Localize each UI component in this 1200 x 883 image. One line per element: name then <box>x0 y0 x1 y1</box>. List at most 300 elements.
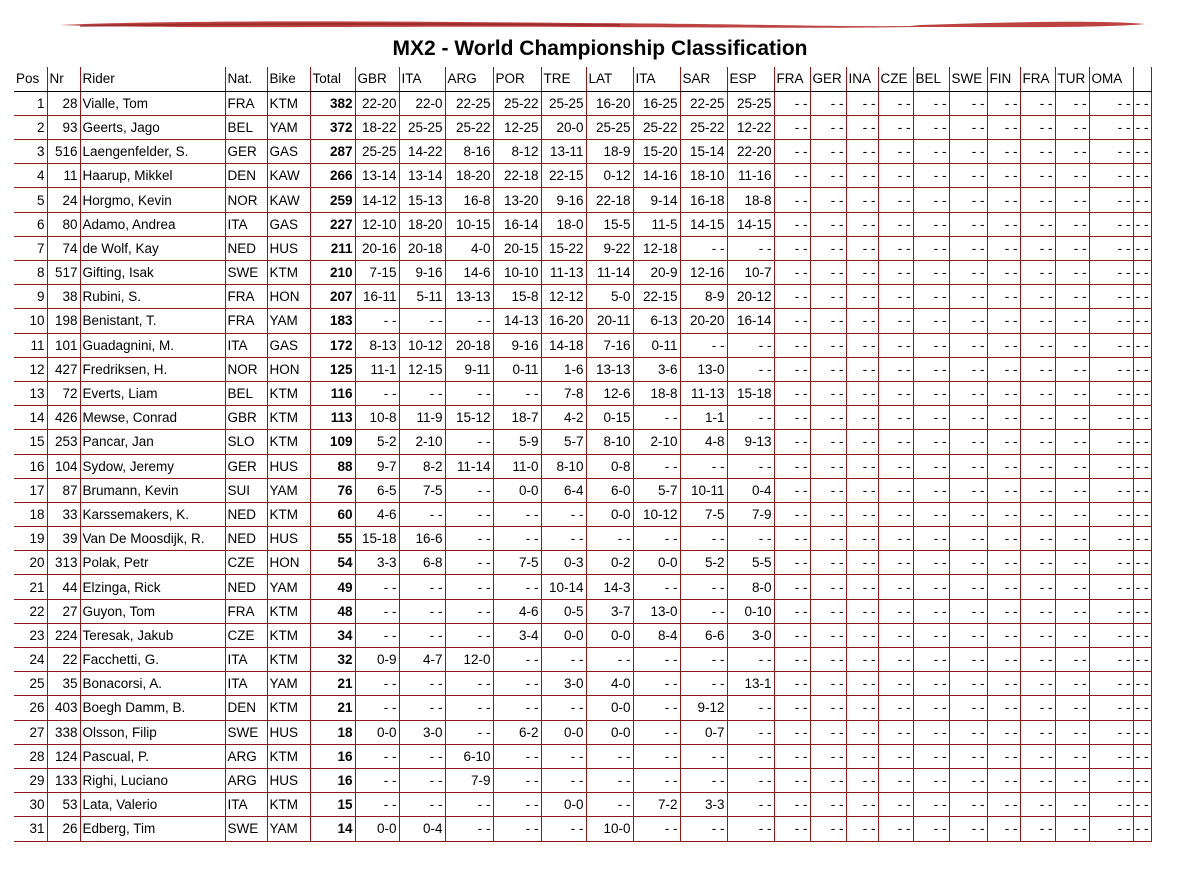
round-score-cell: - - <box>1020 309 1055 333</box>
round-score-cell: - - <box>949 551 987 575</box>
round-score-cell: - - <box>1020 188 1055 212</box>
round-score-cell: - - <box>987 623 1020 647</box>
round-score-cell: - - <box>987 115 1020 139</box>
round-score-cell: 12-10 <box>355 212 399 236</box>
number-cell: 224 <box>47 623 80 647</box>
round-score-cell: 7-5 <box>493 551 541 575</box>
round-score-cell: - - <box>727 357 774 381</box>
table-row <box>14 140 1151 164</box>
round-score-cell: - - <box>774 91 810 115</box>
round-score-cell: - - <box>1089 140 1133 164</box>
rider-name-cell: Vialle, Tom <box>80 91 225 115</box>
position-cell: 18 <box>14 502 47 526</box>
round-score-cell: - - <box>846 188 878 212</box>
column-header-extra <box>1133 67 1151 91</box>
rider-name-cell: Sydow, Jeremy <box>80 454 225 478</box>
round-score-cell: - - <box>1055 188 1089 212</box>
number-cell: 27 <box>47 599 80 623</box>
nationality-cell: CZE <box>225 551 267 575</box>
round-score-cell: - - <box>846 672 878 696</box>
extra-score-cell: - - <box>1133 333 1151 357</box>
round-score-cell: - - <box>727 817 774 841</box>
round-score-cell: - - <box>727 720 774 744</box>
round-score-cell: - - <box>949 527 987 551</box>
round-score-cell: 20-0 <box>541 115 586 139</box>
round-score-cell: 6-10 <box>445 744 493 768</box>
bike-cell: YAM <box>267 115 310 139</box>
round-score-cell: - - <box>878 551 913 575</box>
total-points-cell: 113 <box>310 406 355 430</box>
round-score-cell: - - <box>987 236 1020 260</box>
total-points-cell: 48 <box>310 599 355 623</box>
round-score-cell: - - <box>399 599 445 623</box>
total-points-cell: 55 <box>310 527 355 551</box>
round-score-cell: - - <box>949 768 987 792</box>
round-score-cell: - - <box>1055 212 1089 236</box>
rider-name-cell: de Wolf, Kay <box>80 236 225 260</box>
round-score-cell: 0-9 <box>355 648 399 672</box>
round-score-cell: - - <box>1055 623 1089 647</box>
round-score-cell: - - <box>493 575 541 599</box>
extra-score-cell: - - <box>1133 551 1151 575</box>
round-score-cell: - - <box>846 285 878 309</box>
round-score-cell: - - <box>846 333 878 357</box>
round-score-cell: - - <box>913 502 949 526</box>
round-score-cell: - - <box>586 793 633 817</box>
round-score-cell: 6-0 <box>586 478 633 502</box>
bike-cell: KTM <box>267 261 310 285</box>
round-score-cell: 11-9 <box>399 406 445 430</box>
round-score-cell: - - <box>810 381 846 405</box>
round-score-cell: 18-20 <box>399 212 445 236</box>
round-score-cell: - - <box>541 502 586 526</box>
round-score-cell: - - <box>810 744 846 768</box>
column-header-round: TRE <box>541 67 586 91</box>
number-cell: 427 <box>47 357 80 381</box>
round-score-cell: - - <box>774 188 810 212</box>
round-score-cell: - - <box>913 720 949 744</box>
round-score-cell: - - <box>810 430 846 454</box>
round-score-cell: - - <box>949 672 987 696</box>
total-points-cell: 259 <box>310 188 355 212</box>
column-header-round: ARG <box>445 67 493 91</box>
round-score-cell: - - <box>1055 454 1089 478</box>
position-cell: 17 <box>14 478 47 502</box>
extra-score-cell: - - <box>1133 285 1151 309</box>
column-header-round: ITA <box>399 67 445 91</box>
round-score-cell: - - <box>355 768 399 792</box>
round-score-cell: - - <box>846 575 878 599</box>
extra-score-cell: - - <box>1133 599 1151 623</box>
round-score-cell: - - <box>878 115 913 139</box>
round-score-cell: - - <box>680 236 727 260</box>
round-score-cell: - - <box>846 140 878 164</box>
position-cell: 19 <box>14 527 47 551</box>
number-cell: 80 <box>47 212 80 236</box>
round-score-cell: - - <box>987 720 1020 744</box>
round-score-cell: - - <box>810 188 846 212</box>
position-cell: 26 <box>14 696 47 720</box>
bike-cell: GAS <box>267 212 310 236</box>
round-score-cell: 10-11 <box>680 478 727 502</box>
round-score-cell: - - <box>987 768 1020 792</box>
round-score-cell: - - <box>445 551 493 575</box>
number-cell: 44 <box>47 575 80 599</box>
total-points-cell: 183 <box>310 309 355 333</box>
rider-name-cell: Pancar, Jan <box>80 430 225 454</box>
round-score-cell: 10-15 <box>445 212 493 236</box>
round-score-cell: - - <box>878 261 913 285</box>
round-score-cell: - - <box>846 357 878 381</box>
round-score-cell: - - <box>810 648 846 672</box>
round-score-cell: - - <box>727 696 774 720</box>
round-score-cell: - - <box>913 309 949 333</box>
round-score-cell: - - <box>1089 91 1133 115</box>
nationality-cell: FRA <box>225 599 267 623</box>
round-score-cell: - - <box>493 793 541 817</box>
round-score-cell: 25-22 <box>445 115 493 139</box>
bike-cell: KTM <box>267 381 310 405</box>
round-score-cell: - - <box>987 696 1020 720</box>
round-score-cell: - - <box>774 236 810 260</box>
round-score-cell: 15-20 <box>633 140 680 164</box>
round-score-cell: - - <box>846 527 878 551</box>
round-score-cell: 5-0 <box>586 285 633 309</box>
round-score-cell: - - <box>355 672 399 696</box>
round-score-cell: - - <box>949 381 987 405</box>
round-score-cell: - - <box>445 575 493 599</box>
round-score-cell: 0-0 <box>586 720 633 744</box>
table-row <box>14 91 1151 115</box>
round-score-cell: - - <box>1089 793 1133 817</box>
round-score-cell: - - <box>987 575 1020 599</box>
round-score-cell: - - <box>1020 140 1055 164</box>
round-score-cell: 14-16 <box>633 164 680 188</box>
rider-name-cell: Rubini, S. <box>80 285 225 309</box>
round-score-cell: - - <box>680 599 727 623</box>
column-header-total: Total <box>310 67 355 91</box>
nationality-cell: SWE <box>225 720 267 744</box>
total-points-cell: 125 <box>310 357 355 381</box>
round-score-cell: - - <box>878 91 913 115</box>
round-score-cell: - - <box>680 575 727 599</box>
round-score-cell: 3-4 <box>493 623 541 647</box>
round-score-cell: 0-12 <box>586 164 633 188</box>
round-score-cell: - - <box>913 115 949 139</box>
round-score-cell: - - <box>949 599 987 623</box>
position-cell: 24 <box>14 648 47 672</box>
round-score-cell: - - <box>846 430 878 454</box>
round-score-cell: - - <box>949 236 987 260</box>
total-points-cell: 21 <box>310 672 355 696</box>
extra-score-cell: - - <box>1133 696 1151 720</box>
nationality-cell: ARG <box>225 744 267 768</box>
round-score-cell: - - <box>1020 623 1055 647</box>
round-score-cell: 10-0 <box>586 817 633 841</box>
round-score-cell: - - <box>878 817 913 841</box>
bike-cell: KAW <box>267 188 310 212</box>
bike-cell: KTM <box>267 502 310 526</box>
round-score-cell: - - <box>1020 261 1055 285</box>
round-score-cell: 0-0 <box>541 793 586 817</box>
round-score-cell: 3-7 <box>586 599 633 623</box>
round-score-cell: - - <box>399 381 445 405</box>
table-row <box>14 406 1151 430</box>
round-score-cell: - - <box>810 454 846 478</box>
number-cell: 11 <box>47 164 80 188</box>
round-score-cell: - - <box>1089 551 1133 575</box>
round-score-cell: - - <box>987 188 1020 212</box>
bike-cell: GAS <box>267 140 310 164</box>
bike-cell: KAW <box>267 164 310 188</box>
round-score-cell: 8-16 <box>445 140 493 164</box>
round-score-cell: 0-0 <box>586 623 633 647</box>
round-score-cell: 7-9 <box>727 502 774 526</box>
number-cell: 338 <box>47 720 80 744</box>
bike-cell: HUS <box>267 768 310 792</box>
round-score-cell: - - <box>846 744 878 768</box>
round-score-cell: 7-16 <box>586 333 633 357</box>
round-score-cell: - - <box>1089 599 1133 623</box>
round-score-cell: - - <box>878 793 913 817</box>
round-score-cell: 0-5 <box>541 599 586 623</box>
round-score-cell: - - <box>774 720 810 744</box>
round-score-cell: - - <box>399 502 445 526</box>
round-score-cell: 22-25 <box>445 91 493 115</box>
round-score-cell: - - <box>586 527 633 551</box>
round-score-cell: 9-11 <box>445 357 493 381</box>
round-score-cell: - - <box>810 285 846 309</box>
round-score-cell: - - <box>1055 648 1089 672</box>
table-row <box>14 188 1151 212</box>
round-score-cell: - - <box>987 357 1020 381</box>
round-score-cell: - - <box>913 164 949 188</box>
table-row <box>14 527 1151 551</box>
round-score-cell: - - <box>810 768 846 792</box>
column-header-round: CZE <box>878 67 913 91</box>
round-score-cell: 12-16 <box>680 261 727 285</box>
round-score-cell: - - <box>810 261 846 285</box>
round-score-cell: - - <box>987 744 1020 768</box>
round-score-cell: - - <box>949 744 987 768</box>
round-score-cell: 3-0 <box>727 623 774 647</box>
column-header-rider: Rider <box>80 67 225 91</box>
position-cell: 20 <box>14 551 47 575</box>
round-score-cell: - - <box>1089 285 1133 309</box>
round-score-cell: - - <box>1089 430 1133 454</box>
number-cell: 133 <box>47 768 80 792</box>
extra-score-cell: - - <box>1133 502 1151 526</box>
round-score-cell: 25-25 <box>586 115 633 139</box>
round-score-cell: - - <box>949 720 987 744</box>
table-row <box>14 454 1151 478</box>
round-score-cell: - - <box>633 575 680 599</box>
extra-score-cell: - - <box>1133 527 1151 551</box>
round-score-cell: 10-12 <box>633 502 680 526</box>
round-score-cell: 25-25 <box>727 91 774 115</box>
round-score-cell: 0-11 <box>633 333 680 357</box>
round-score-cell: - - <box>949 793 987 817</box>
number-cell: 39 <box>47 527 80 551</box>
round-score-cell: - - <box>949 91 987 115</box>
total-points-cell: 172 <box>310 333 355 357</box>
total-points-cell: 88 <box>310 454 355 478</box>
round-score-cell: 22-15 <box>541 164 586 188</box>
round-score-cell: - - <box>878 381 913 405</box>
round-score-cell: - - <box>987 430 1020 454</box>
round-score-cell: 15-12 <box>445 406 493 430</box>
column-header-round: LAT <box>586 67 633 91</box>
round-score-cell: 5-9 <box>493 430 541 454</box>
rider-name-cell: Polak, Petr <box>80 551 225 575</box>
round-score-cell: 7-8 <box>541 381 586 405</box>
round-score-cell: 6-4 <box>541 478 586 502</box>
bike-cell: HON <box>267 357 310 381</box>
round-score-cell: - - <box>878 623 913 647</box>
round-score-cell: - - <box>445 430 493 454</box>
round-score-cell: 14-12 <box>355 188 399 212</box>
round-score-cell: - - <box>1089 212 1133 236</box>
rider-name-cell: Benistant, T. <box>80 309 225 333</box>
nationality-cell: FRA <box>225 91 267 115</box>
round-score-cell: - - <box>727 527 774 551</box>
round-score-cell: - - <box>774 381 810 405</box>
round-score-cell: - - <box>445 793 493 817</box>
round-score-cell: - - <box>913 575 949 599</box>
round-score-cell: - - <box>913 212 949 236</box>
round-score-cell: - - <box>774 309 810 333</box>
round-score-cell: - - <box>399 575 445 599</box>
position-cell: 8 <box>14 261 47 285</box>
round-score-cell: - - <box>1089 333 1133 357</box>
round-score-cell: 15-18 <box>355 527 399 551</box>
round-score-cell: 8-2 <box>399 454 445 478</box>
position-cell: 10 <box>14 309 47 333</box>
bike-cell: KTM <box>267 696 310 720</box>
round-score-cell: - - <box>987 285 1020 309</box>
round-score-cell: - - <box>810 720 846 744</box>
round-score-cell: - - <box>878 502 913 526</box>
round-score-cell: - - <box>774 140 810 164</box>
bike-cell: YAM <box>267 478 310 502</box>
round-score-cell: 11-0 <box>493 454 541 478</box>
round-score-cell: - - <box>727 768 774 792</box>
total-points-cell: 109 <box>310 430 355 454</box>
round-score-cell: - - <box>878 672 913 696</box>
table-row <box>14 599 1151 623</box>
nationality-cell: FRA <box>225 309 267 333</box>
round-score-cell: - - <box>810 91 846 115</box>
round-score-cell: 3-0 <box>541 672 586 696</box>
round-score-cell: - - <box>949 164 987 188</box>
round-score-cell: - - <box>1020 236 1055 260</box>
round-score-cell: 10-8 <box>355 406 399 430</box>
round-score-cell: - - <box>846 261 878 285</box>
position-cell: 14 <box>14 406 47 430</box>
extra-score-cell: - - <box>1133 91 1151 115</box>
extra-score-cell: - - <box>1133 406 1151 430</box>
extra-score-cell: - - <box>1133 648 1151 672</box>
nationality-cell: ITA <box>225 648 267 672</box>
round-score-cell: - - <box>913 285 949 309</box>
round-score-cell: - - <box>1020 744 1055 768</box>
round-score-cell: - - <box>1055 140 1089 164</box>
round-score-cell: - - <box>1089 164 1133 188</box>
bike-cell: YAM <box>267 672 310 696</box>
round-score-cell: - - <box>493 648 541 672</box>
page-title: MX2 - World Championship Classification <box>392 37 808 60</box>
rider-name-cell: Guyon, Tom <box>80 599 225 623</box>
round-score-cell: - - <box>987 502 1020 526</box>
bike-cell: KTM <box>267 91 310 115</box>
position-cell: 13 <box>14 381 47 405</box>
bike-cell: HUS <box>267 236 310 260</box>
rider-name-cell: Van De Moosdijk, R. <box>80 527 225 551</box>
column-header-round: POR <box>493 67 541 91</box>
round-score-cell: - - <box>846 91 878 115</box>
round-score-cell: - - <box>949 212 987 236</box>
round-score-cell: - - <box>949 406 987 430</box>
round-score-cell: - - <box>774 623 810 647</box>
round-score-cell: - - <box>445 502 493 526</box>
round-score-cell: - - <box>878 285 913 309</box>
round-score-cell: - - <box>633 696 680 720</box>
round-score-cell: 0-0 <box>633 551 680 575</box>
round-score-cell: - - <box>878 720 913 744</box>
round-score-cell: 18-7 <box>493 406 541 430</box>
round-score-cell: 1-6 <box>541 357 586 381</box>
round-score-cell: - - <box>913 793 949 817</box>
round-score-cell: - - <box>541 817 586 841</box>
round-score-cell: 9-14 <box>633 188 680 212</box>
number-cell: 101 <box>47 333 80 357</box>
round-score-cell: 4-0 <box>445 236 493 260</box>
round-score-cell: - - <box>1020 696 1055 720</box>
round-score-cell: - - <box>878 454 913 478</box>
round-score-cell: - - <box>493 696 541 720</box>
bike-cell: KTM <box>267 793 310 817</box>
round-score-cell: - - <box>987 454 1020 478</box>
round-score-cell: - - <box>1055 91 1089 115</box>
round-score-cell: - - <box>913 527 949 551</box>
round-score-cell: - - <box>987 333 1020 357</box>
round-score-cell: - - <box>913 623 949 647</box>
rider-name-cell: Guadagnini, M. <box>80 333 225 357</box>
round-score-cell: 12-15 <box>399 357 445 381</box>
round-score-cell: - - <box>774 817 810 841</box>
round-score-cell: - - <box>810 236 846 260</box>
round-score-cell: 7-5 <box>399 478 445 502</box>
total-points-cell: 227 <box>310 212 355 236</box>
round-score-cell: - - <box>810 527 846 551</box>
round-score-cell: - - <box>846 648 878 672</box>
total-points-cell: 382 <box>310 91 355 115</box>
rider-name-cell: Adamo, Andrea <box>80 212 225 236</box>
round-score-cell: - - <box>774 212 810 236</box>
round-score-cell: - - <box>586 648 633 672</box>
total-points-cell: 76 <box>310 478 355 502</box>
rider-name-cell: Elzinga, Rick <box>80 575 225 599</box>
round-score-cell: - - <box>1020 672 1055 696</box>
round-score-cell: 0-0 <box>541 623 586 647</box>
round-score-cell: - - <box>1020 91 1055 115</box>
round-score-cell: - - <box>445 599 493 623</box>
round-score-cell: - - <box>987 140 1020 164</box>
round-score-cell: - - <box>878 744 913 768</box>
round-score-cell: 5-5 <box>727 551 774 575</box>
round-score-cell: - - <box>1055 551 1089 575</box>
bike-cell: KTM <box>267 599 310 623</box>
